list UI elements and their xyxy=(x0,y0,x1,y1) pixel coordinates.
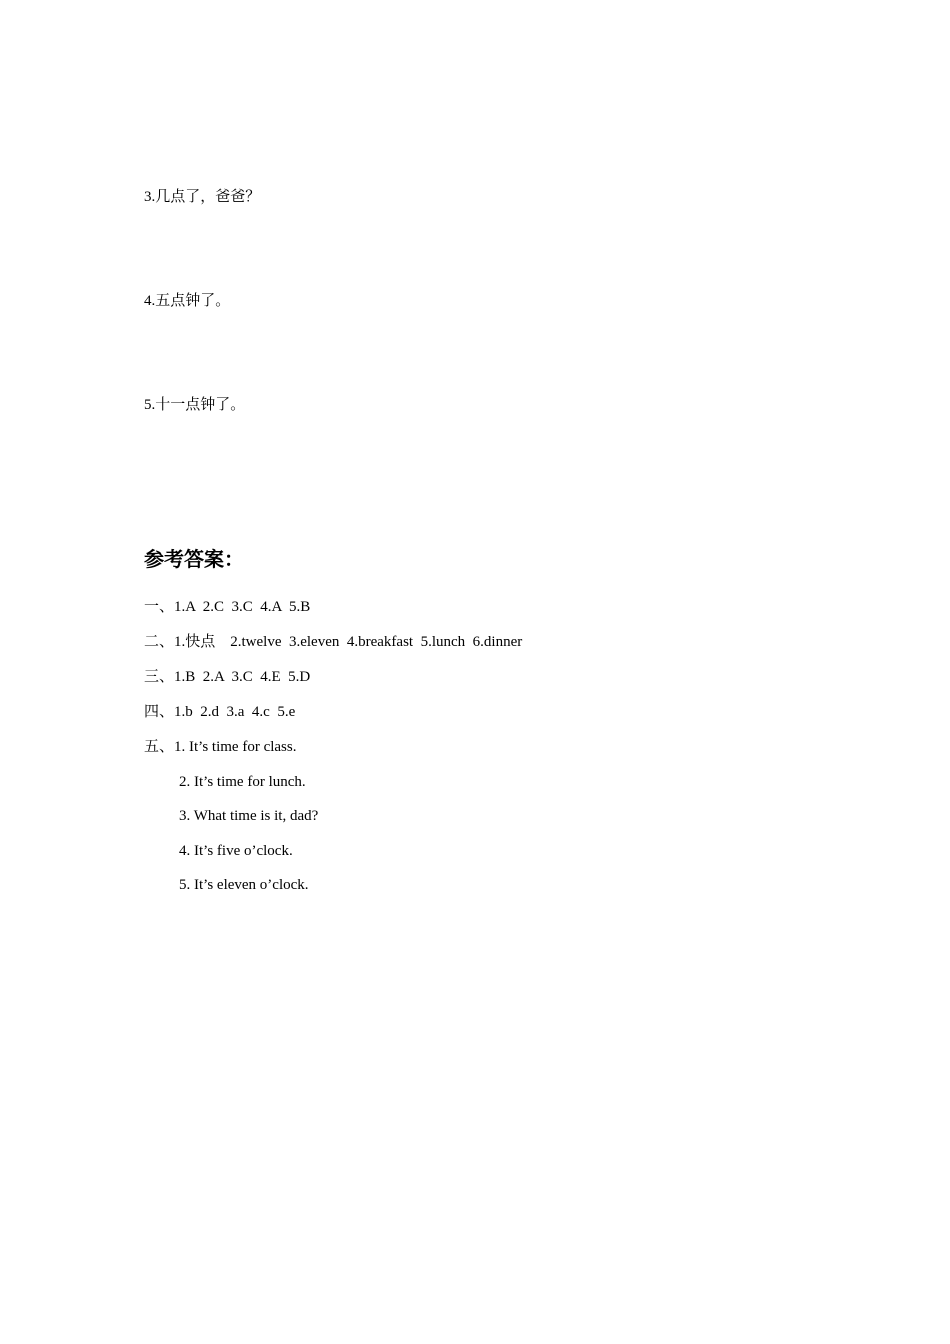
answer-section-1: 一、1.A 2.C 3.C 4.A 5.B xyxy=(144,599,311,615)
answer-section-3: 三、1.B 2.A 3.C 4.E 5.D xyxy=(144,669,311,685)
question-5: 5.十一点钟了。 xyxy=(144,397,246,413)
answers-heading: 参考答案： xyxy=(144,547,244,571)
answer-section-5-line-4: 4. It’s five o’clock. xyxy=(179,843,293,859)
answer-section-5-line-1: 五、1. It’s time for class. xyxy=(144,739,297,755)
answer-section-2: 二、1.快点 2.twelve 3.eleven 4.breakfast 5.lunch 6.dinner xyxy=(144,634,523,650)
answer-section-5-line-3: 3. What time is it, dad? xyxy=(179,808,319,824)
question-3: 3.几点了，爸爸？ xyxy=(144,189,261,205)
answer-section-5-line-5: 5. It’s eleven o’clock. xyxy=(179,877,309,893)
answer-section-4: 四、1.b 2.d 3.a 4.c 5.e xyxy=(144,704,296,720)
answer-section-5-line-2: 2. It’s time for lunch. xyxy=(179,774,306,790)
question-4: 4.五点钟了。 xyxy=(144,293,231,309)
